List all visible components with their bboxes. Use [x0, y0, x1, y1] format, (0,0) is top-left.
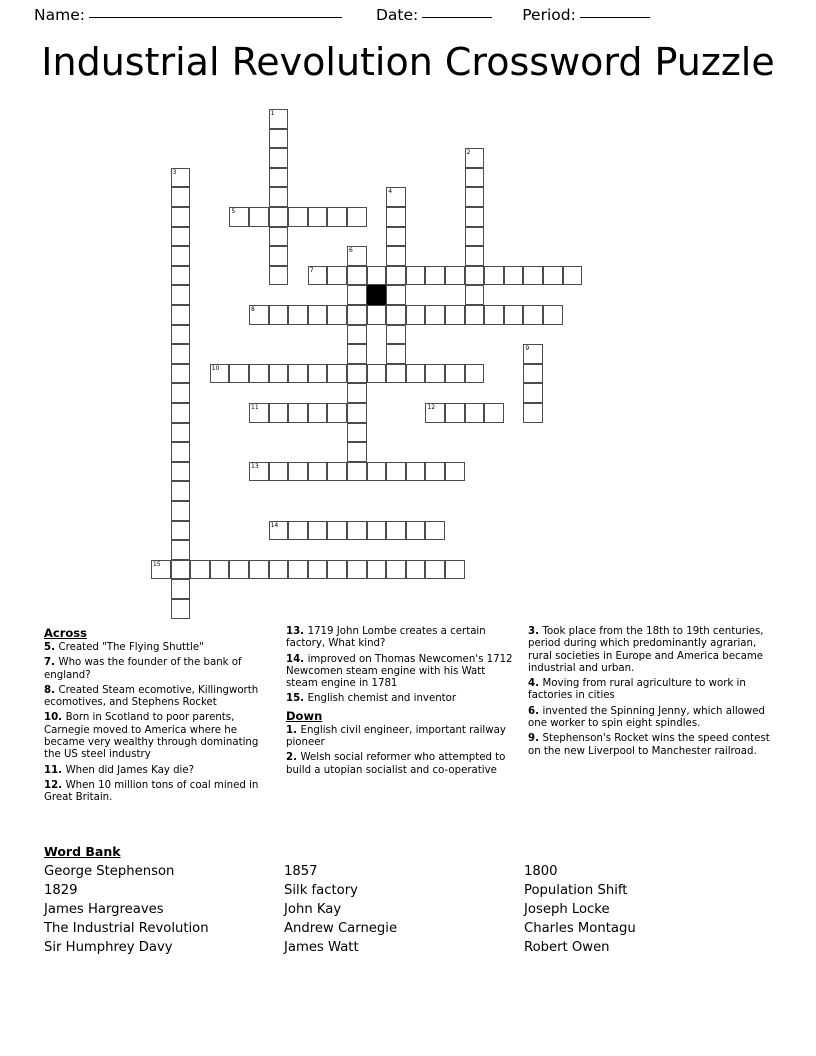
grid-cell[interactable]	[465, 227, 485, 247]
grid-cell-number: 2	[466, 149, 471, 157]
grid-cell[interactable]	[308, 462, 328, 482]
grid-cell[interactable]	[406, 305, 426, 325]
grid-cell[interactable]	[523, 305, 543, 325]
clue-text: Who was the founder of the bank of england?	[44, 657, 242, 681]
grid-cell[interactable]	[523, 344, 543, 364]
grid-cell[interactable]	[386, 285, 406, 305]
word-bank-item[interactable]: Population Shift	[524, 883, 628, 898]
grid-cell[interactable]	[386, 462, 406, 482]
clue-item	[44, 780, 276, 805]
clue-number: 2.	[286, 752, 301, 764]
grid-cell[interactable]	[151, 560, 171, 580]
grid-cell[interactable]	[347, 383, 367, 403]
grid-cell[interactable]	[347, 246, 367, 266]
grid-cell[interactable]	[327, 403, 347, 423]
clue-text: When 10 million tons of coal mined in Great Britain.	[44, 779, 259, 804]
word-bank-item[interactable]: Silk factory	[284, 883, 358, 898]
grid-cell[interactable]	[171, 305, 191, 325]
word-bank-columns	[44, 862, 784, 957]
clue-number: 10.	[44, 712, 66, 724]
grid-cell[interactable]	[367, 266, 387, 286]
clue-item	[286, 752, 518, 777]
grid-cell[interactable]	[171, 462, 191, 482]
clue-item	[286, 693, 518, 705]
grid-cell[interactable]	[171, 423, 191, 443]
grid-cell[interactable]	[171, 168, 191, 188]
word-bank-item[interactable]: George Stephenson	[44, 864, 175, 879]
grid-block-cell	[367, 285, 387, 305]
grid-cell-number: 12	[427, 404, 436, 411]
clue-item	[528, 626, 776, 675]
grid-cell[interactable]	[288, 403, 308, 423]
clue-text: invented the Spinning Jenny, which allowed one worker to spin eight spindles.	[528, 705, 765, 730]
clue-number: 5.	[44, 642, 59, 653]
grid-cell[interactable]	[269, 109, 289, 129]
clue-item	[528, 678, 776, 703]
grid-cell[interactable]	[445, 403, 465, 423]
grid-cell[interactable]	[308, 207, 328, 227]
grid-cell[interactable]	[171, 246, 191, 266]
grid-cell[interactable]	[171, 227, 191, 247]
grid-cell[interactable]	[327, 462, 347, 482]
grid-cell[interactable]	[347, 403, 367, 423]
grid-cell[interactable]	[171, 383, 191, 403]
clue-item	[286, 654, 518, 691]
grid-cell-number: 11	[251, 404, 259, 411]
grid-cell[interactable]	[229, 207, 249, 227]
grid-cell[interactable]	[249, 403, 269, 423]
grid-cell[interactable]	[465, 285, 485, 305]
page-title: Industrial Revolution Crossword Puzzle	[41, 40, 775, 84]
grid-cell[interactable]	[269, 168, 289, 188]
period-label: Period:	[522, 6, 576, 24]
word-bank-item[interactable]: 1829	[44, 883, 78, 898]
grid-cell[interactable]	[445, 364, 465, 384]
clue-item	[44, 765, 276, 777]
grid-cell[interactable]	[171, 501, 191, 521]
grid-cell[interactable]	[523, 403, 543, 423]
grid-cell[interactable]	[327, 207, 347, 227]
grid-cell[interactable]	[229, 560, 249, 580]
grid-cell[interactable]	[425, 462, 445, 482]
grid-cell[interactable]	[308, 266, 328, 286]
grid-cell[interactable]	[465, 148, 485, 168]
grid-cell[interactable]	[269, 266, 289, 286]
clue-number: 3.	[528, 626, 543, 637]
grid-cell[interactable]	[347, 560, 367, 580]
clue-number: 15.	[286, 693, 308, 705]
grid-cell[interactable]	[406, 364, 426, 384]
clue-text: Stephenson's Rocket wins the speed contest on the new Liverpool to Manchester railroad.	[528, 733, 770, 757]
grid-cell-number: 4	[388, 188, 393, 196]
grid-cell[interactable]	[210, 560, 230, 580]
clue-number: 6.	[528, 705, 543, 717]
clue-column-1	[44, 626, 276, 808]
grid-cell[interactable]	[269, 187, 289, 207]
grid-cell[interactable]	[504, 266, 524, 286]
grid-cell[interactable]	[386, 521, 406, 541]
clue-number: 8.	[44, 684, 59, 696]
grid-cell[interactable]	[386, 207, 406, 227]
word-bank-item[interactable]: The Industrial Revolution	[44, 921, 209, 936]
grid-cell[interactable]	[171, 579, 191, 599]
grid-cell[interactable]	[386, 266, 406, 286]
word-bank-item[interactable]: 1800	[524, 864, 558, 879]
name-label: Name:	[34, 6, 85, 24]
grid-cell[interactable]	[269, 207, 289, 227]
word-bank-item[interactable]: James Watt	[284, 940, 359, 955]
grid-cell[interactable]	[171, 540, 191, 560]
grid-cell[interactable]	[308, 560, 328, 580]
clue-number: 11.	[44, 764, 66, 776]
grid-cell[interactable]	[406, 560, 426, 580]
clue-item	[44, 642, 276, 654]
grid-cell[interactable]	[406, 462, 426, 482]
word-bank-column	[284, 862, 524, 957]
clue-item	[44, 685, 276, 710]
clue-item	[528, 706, 776, 731]
grid-cell[interactable]	[386, 344, 406, 364]
grid-cell[interactable]	[269, 560, 289, 580]
grid-cell[interactable]	[347, 266, 367, 286]
grid-cell-number: 10	[211, 364, 220, 372]
clue-number: 12.	[44, 779, 66, 791]
grid-cell[interactable]	[308, 364, 328, 384]
clue-column-3	[528, 626, 776, 761]
clue-text: 1719 John Lombe creates a certain factory, What kind?	[286, 626, 486, 650]
word-bank-title: Word Bank	[44, 844, 121, 859]
clue-text: improved on Thomas Newcomen's 1712 Newcomen steam engine with his Watt steam engine in 1781	[286, 653, 513, 690]
grid-cell[interactable]	[171, 521, 191, 541]
grid-cell[interactable]	[347, 462, 367, 482]
grid-cell[interactable]	[171, 187, 191, 207]
grid-cell[interactable]	[484, 403, 504, 423]
clue-number: 14.	[286, 653, 308, 665]
grid-cell-number: 6	[349, 247, 353, 255]
grid-cell[interactable]	[171, 560, 191, 580]
grid-cell[interactable]	[210, 364, 230, 384]
grid-cell[interactable]	[465, 266, 485, 286]
grid-cell[interactable]	[347, 521, 367, 541]
grid-cell[interactable]	[386, 246, 406, 266]
grid-cell[interactable]	[249, 364, 269, 384]
grid-cell[interactable]	[563, 266, 583, 286]
grid-cell[interactable]	[308, 521, 328, 541]
grid-cell[interactable]	[523, 383, 543, 403]
grid-cell[interactable]	[327, 305, 347, 325]
grid-cell[interactable]	[367, 305, 387, 325]
grid-cell-number: 9	[525, 345, 530, 353]
grid-cell[interactable]	[465, 168, 485, 188]
clue-item	[44, 657, 276, 682]
grid-cell[interactable]	[484, 305, 504, 325]
grid-cell[interactable]	[386, 325, 406, 345]
grid-cell[interactable]	[386, 560, 406, 580]
grid-cell[interactable]	[465, 187, 485, 207]
clue-text: Born in Scotland to poor parents, Carnegie moved to America where he became very wealthy through dominating the US steel industry	[44, 712, 259, 761]
grid-cell-number: 5	[231, 208, 236, 215]
grid-cell[interactable]	[171, 442, 191, 462]
grid-cell[interactable]	[347, 364, 367, 384]
grid-cell-number: 14	[270, 521, 279, 529]
grid-cell[interactable]	[367, 462, 387, 482]
grid-cell[interactable]	[327, 266, 347, 286]
clue-text: English chemist and inventor	[307, 693, 457, 705]
grid-cell[interactable]	[288, 364, 308, 384]
grid-cell[interactable]	[523, 266, 543, 286]
word-bank-item[interactable]: Joseph Locke	[524, 902, 610, 917]
grid-cell[interactable]	[543, 266, 563, 286]
grid-cell[interactable]	[288, 207, 308, 227]
grid-cell[interactable]	[269, 462, 289, 482]
grid-cell[interactable]	[347, 344, 367, 364]
clue-item	[286, 725, 518, 750]
grid-cell[interactable]	[171, 364, 191, 384]
grid-cell[interactable]	[465, 207, 485, 227]
grid-cell[interactable]	[269, 246, 289, 266]
grid-cell[interactable]	[269, 305, 289, 325]
grid-cell[interactable]	[465, 246, 485, 266]
clue-text: Took place from the 18th to 19th centuries, period during which predominantly agrarian, rural societies in Europe and America became industrial and urban.	[528, 626, 764, 674]
grid-cell[interactable]	[425, 266, 445, 286]
clue-text: Welsh social reformer who attempted to build a utopian socialist and co-operative	[286, 752, 506, 776]
grid-cell[interactable]	[347, 207, 367, 227]
grid-cell[interactable]	[308, 305, 328, 325]
grid-cell-number: 1	[270, 110, 275, 117]
grid-cell[interactable]	[249, 560, 269, 580]
date-label: Date:	[375, 6, 419, 24]
grid-cell[interactable]	[308, 403, 328, 423]
grid-cell[interactable]	[367, 521, 387, 541]
grid-cell[interactable]	[523, 364, 543, 384]
grid-cell[interactable]	[269, 364, 289, 384]
clue-text: Created Steam ecomotive, Killingworth ecomotives, and Stephens Rocket	[44, 684, 259, 709]
grid-cell[interactable]	[269, 521, 289, 541]
grid-cell[interactable]	[171, 403, 191, 423]
grid-cell[interactable]	[386, 364, 406, 384]
grid-cell[interactable]	[171, 207, 191, 227]
down-heading: Down	[286, 708, 323, 723]
grid-cell[interactable]	[445, 305, 465, 325]
clue-text: Created "The Flying Shuttle"	[58, 642, 204, 653]
grid-cell[interactable]	[327, 364, 347, 384]
grid-cell[interactable]	[465, 403, 485, 423]
grid-cell[interactable]	[288, 462, 308, 482]
grid-cell[interactable]	[249, 207, 269, 227]
clue-item	[286, 626, 518, 651]
clue-number: 9.	[528, 733, 543, 745]
grid-cell[interactable]	[347, 325, 367, 345]
grid-cell[interactable]	[171, 481, 191, 501]
grid-cell[interactable]	[445, 462, 465, 482]
grid-cell[interactable]	[406, 266, 426, 286]
grid-cell[interactable]	[465, 364, 485, 384]
grid-cell[interactable]	[288, 560, 308, 580]
grid-cell[interactable]	[347, 285, 367, 305]
grid-cell[interactable]	[288, 305, 308, 325]
word-bank-column	[44, 862, 284, 957]
clue-column-2	[286, 626, 518, 780]
grid-cell[interactable]	[543, 305, 563, 325]
grid-cell[interactable]	[445, 560, 465, 580]
word-bank-column	[524, 862, 774, 957]
clues-section	[44, 626, 776, 838]
grid-cell[interactable]	[445, 266, 465, 286]
grid-cell[interactable]	[386, 305, 406, 325]
grid-cell[interactable]	[288, 521, 308, 541]
grid-cell[interactable]	[347, 423, 367, 443]
grid-cell[interactable]	[484, 266, 504, 286]
grid-cell[interactable]	[347, 305, 367, 325]
grid-cell[interactable]	[367, 364, 387, 384]
word-bank-item[interactable]: James Hargreaves	[44, 902, 164, 917]
clue-number: 13.	[286, 626, 308, 637]
grid-cell-number: 15	[153, 560, 161, 568]
word-bank-section	[44, 844, 784, 957]
grid-cell[interactable]	[249, 462, 269, 482]
grid-cell[interactable]	[190, 560, 210, 580]
grid-cell[interactable]	[425, 521, 445, 541]
grid-cell[interactable]	[425, 305, 445, 325]
word-bank-item[interactable]: 1857	[284, 864, 318, 879]
across-heading: Across	[44, 626, 87, 640]
grid-cell[interactable]	[171, 344, 191, 364]
clue-item	[528, 733, 776, 758]
word-bank-item[interactable]: Charles Montagu	[524, 921, 636, 936]
grid-cell[interactable]	[386, 187, 406, 207]
grid-cell[interactable]	[171, 266, 191, 286]
grid-cell[interactable]	[425, 364, 445, 384]
grid-cell[interactable]	[425, 560, 445, 580]
grid-cell-number: 7	[309, 266, 314, 274]
clue-number: 4.	[528, 678, 543, 690]
clue-text: When did James Kay die?	[65, 764, 195, 776]
clue-text: English civil engineer, important railway pioneer	[286, 724, 506, 749]
grid-cell[interactable]	[171, 599, 191, 619]
grid-cell[interactable]	[249, 305, 269, 325]
clue-text: Moving from rural agriculture to work in factories in cities	[528, 678, 746, 702]
grid-cell[interactable]	[465, 305, 485, 325]
grid-cell[interactable]	[171, 325, 191, 345]
grid-cell-number: 13	[251, 462, 259, 470]
word-bank-item[interactable]: Sir Humphrey Davy	[44, 940, 173, 955]
grid-cell[interactable]	[425, 403, 445, 423]
grid-cell[interactable]	[269, 129, 289, 149]
grid-cell[interactable]	[504, 305, 524, 325]
grid-cell[interactable]	[171, 285, 191, 305]
grid-cell[interactable]	[269, 148, 289, 168]
clue-number: 1.	[286, 724, 301, 736]
grid-cell[interactable]	[406, 521, 426, 541]
clue-number: 7.	[44, 657, 59, 669]
word-bank-item[interactable]: Andrew Carnegie	[284, 921, 398, 936]
grid-cell[interactable]	[327, 521, 347, 541]
clue-item	[44, 712, 276, 761]
grid-cell[interactable]	[269, 227, 289, 247]
grid-cell-number: 8	[251, 306, 255, 313]
grid-cell[interactable]	[347, 442, 367, 462]
grid-cell[interactable]	[386, 227, 406, 247]
grid-cell[interactable]	[229, 364, 249, 384]
grid-cell[interactable]	[327, 560, 347, 580]
word-bank-item[interactable]: Robert Owen	[524, 940, 610, 955]
grid-cell[interactable]	[367, 560, 387, 580]
grid-cell[interactable]	[269, 403, 289, 423]
grid-cell-number: 3	[172, 168, 177, 176]
word-bank-item[interactable]: John Kay	[284, 902, 342, 917]
